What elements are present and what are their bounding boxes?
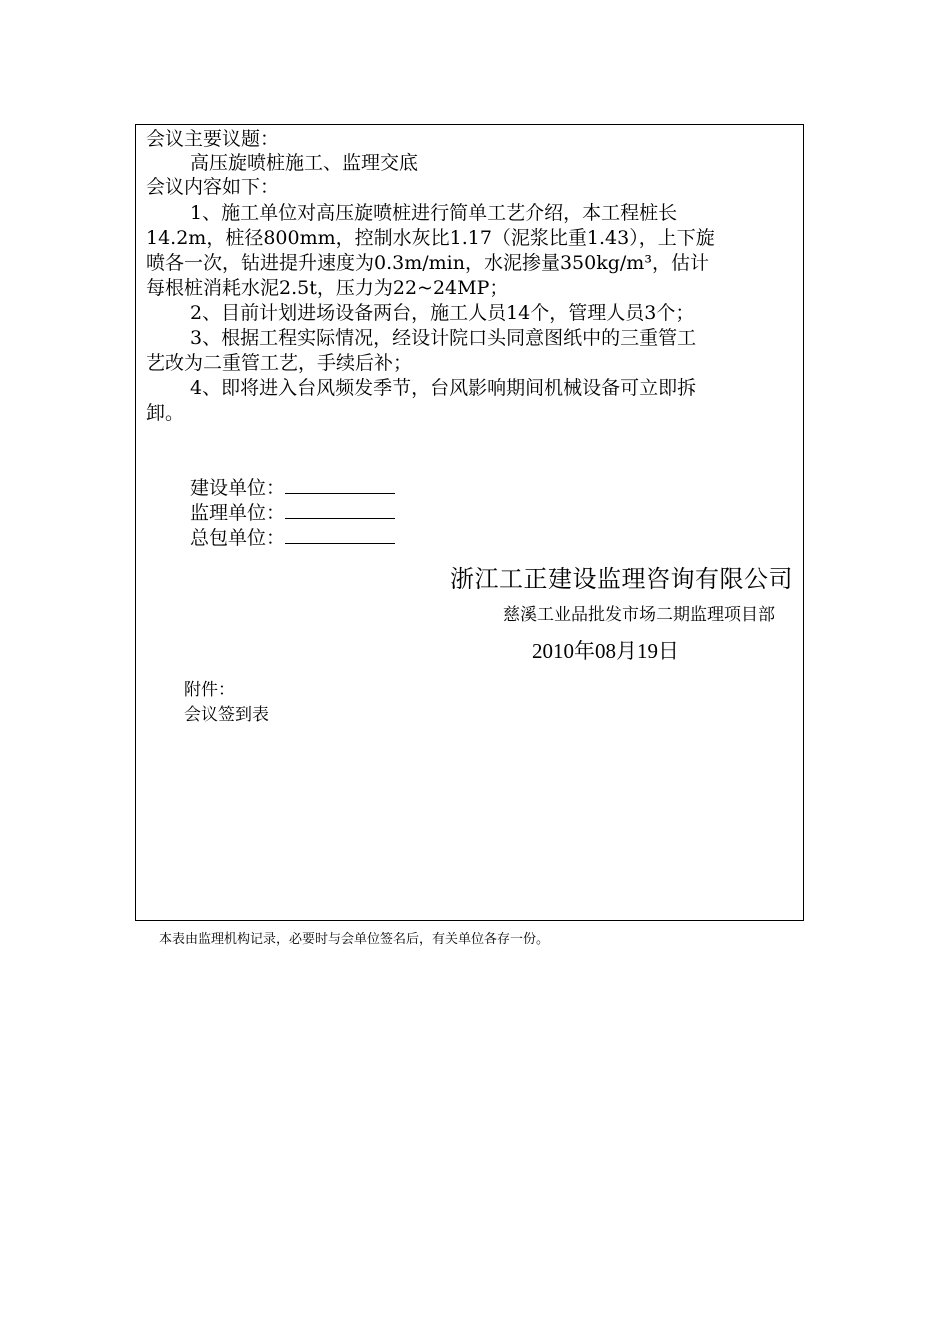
signature-construction-unit <box>190 475 395 500</box>
signature-supervision-unit <box>190 500 395 525</box>
content-line-4: 每根桩消耗水泥2.5t，压力为22~24MP； <box>146 277 509 299</box>
content-line-3: 喷各一次，钻进提升速度为0.3m/min，水泥掺量350kg/m³，估计 <box>146 252 709 274</box>
signature-blank[interactable] <box>285 500 395 519</box>
content-line-5: 2、目前计划进场设备两台，施工人员14个，管理人员3个； <box>190 302 695 324</box>
content-line-9: 卸。 <box>146 402 185 424</box>
content-line-6: 3、根据工程实际情况，经设计院口头同意图纸中的三重管工 <box>190 327 697 349</box>
content-line-1: 1、施工单位对高压旋喷桩进行简单工艺介绍，本工程桩长 <box>190 202 678 224</box>
attachment-label: 附件： <box>184 680 235 700</box>
content-line-2: 14.2m，桩径800mm，控制水灰比1.17（泥浆比重1.43），上下旋 <box>146 227 715 249</box>
signature-label: 总包单位： <box>190 527 286 549</box>
content-line-8: 4、即将进入台风频发季节，台风影响期间机械设备可立即拆 <box>190 377 697 399</box>
signature-blank[interactable] <box>285 525 395 544</box>
content-line-7: 艺改为二重管工艺，手续后补； <box>146 352 413 374</box>
signature-general-contractor <box>190 525 395 550</box>
signature-label: 监理单位： <box>190 502 286 524</box>
topic-text: 高压旋喷桩施工、监理交底 <box>190 152 419 174</box>
meeting-date: 2010年08月19日 <box>532 639 679 663</box>
signature-blank[interactable] <box>285 475 395 494</box>
company-name: 浙江工正建设监理咨询有限公司 <box>450 565 793 593</box>
content-label: 会议内容如下： <box>146 176 280 198</box>
topic-label: 会议主要议题： <box>146 128 280 150</box>
signature-label: 建设单位： <box>190 477 286 499</box>
meeting-minutes-box <box>135 124 804 921</box>
project-department: 慈溪工业品批发市场二期监理项目部 <box>503 605 775 625</box>
footnote: 本表由监理机构记录，必要时与会单位签名后，有关单位各存一份。 <box>159 932 550 947</box>
attachment-item: 会议签到表 <box>184 705 269 725</box>
